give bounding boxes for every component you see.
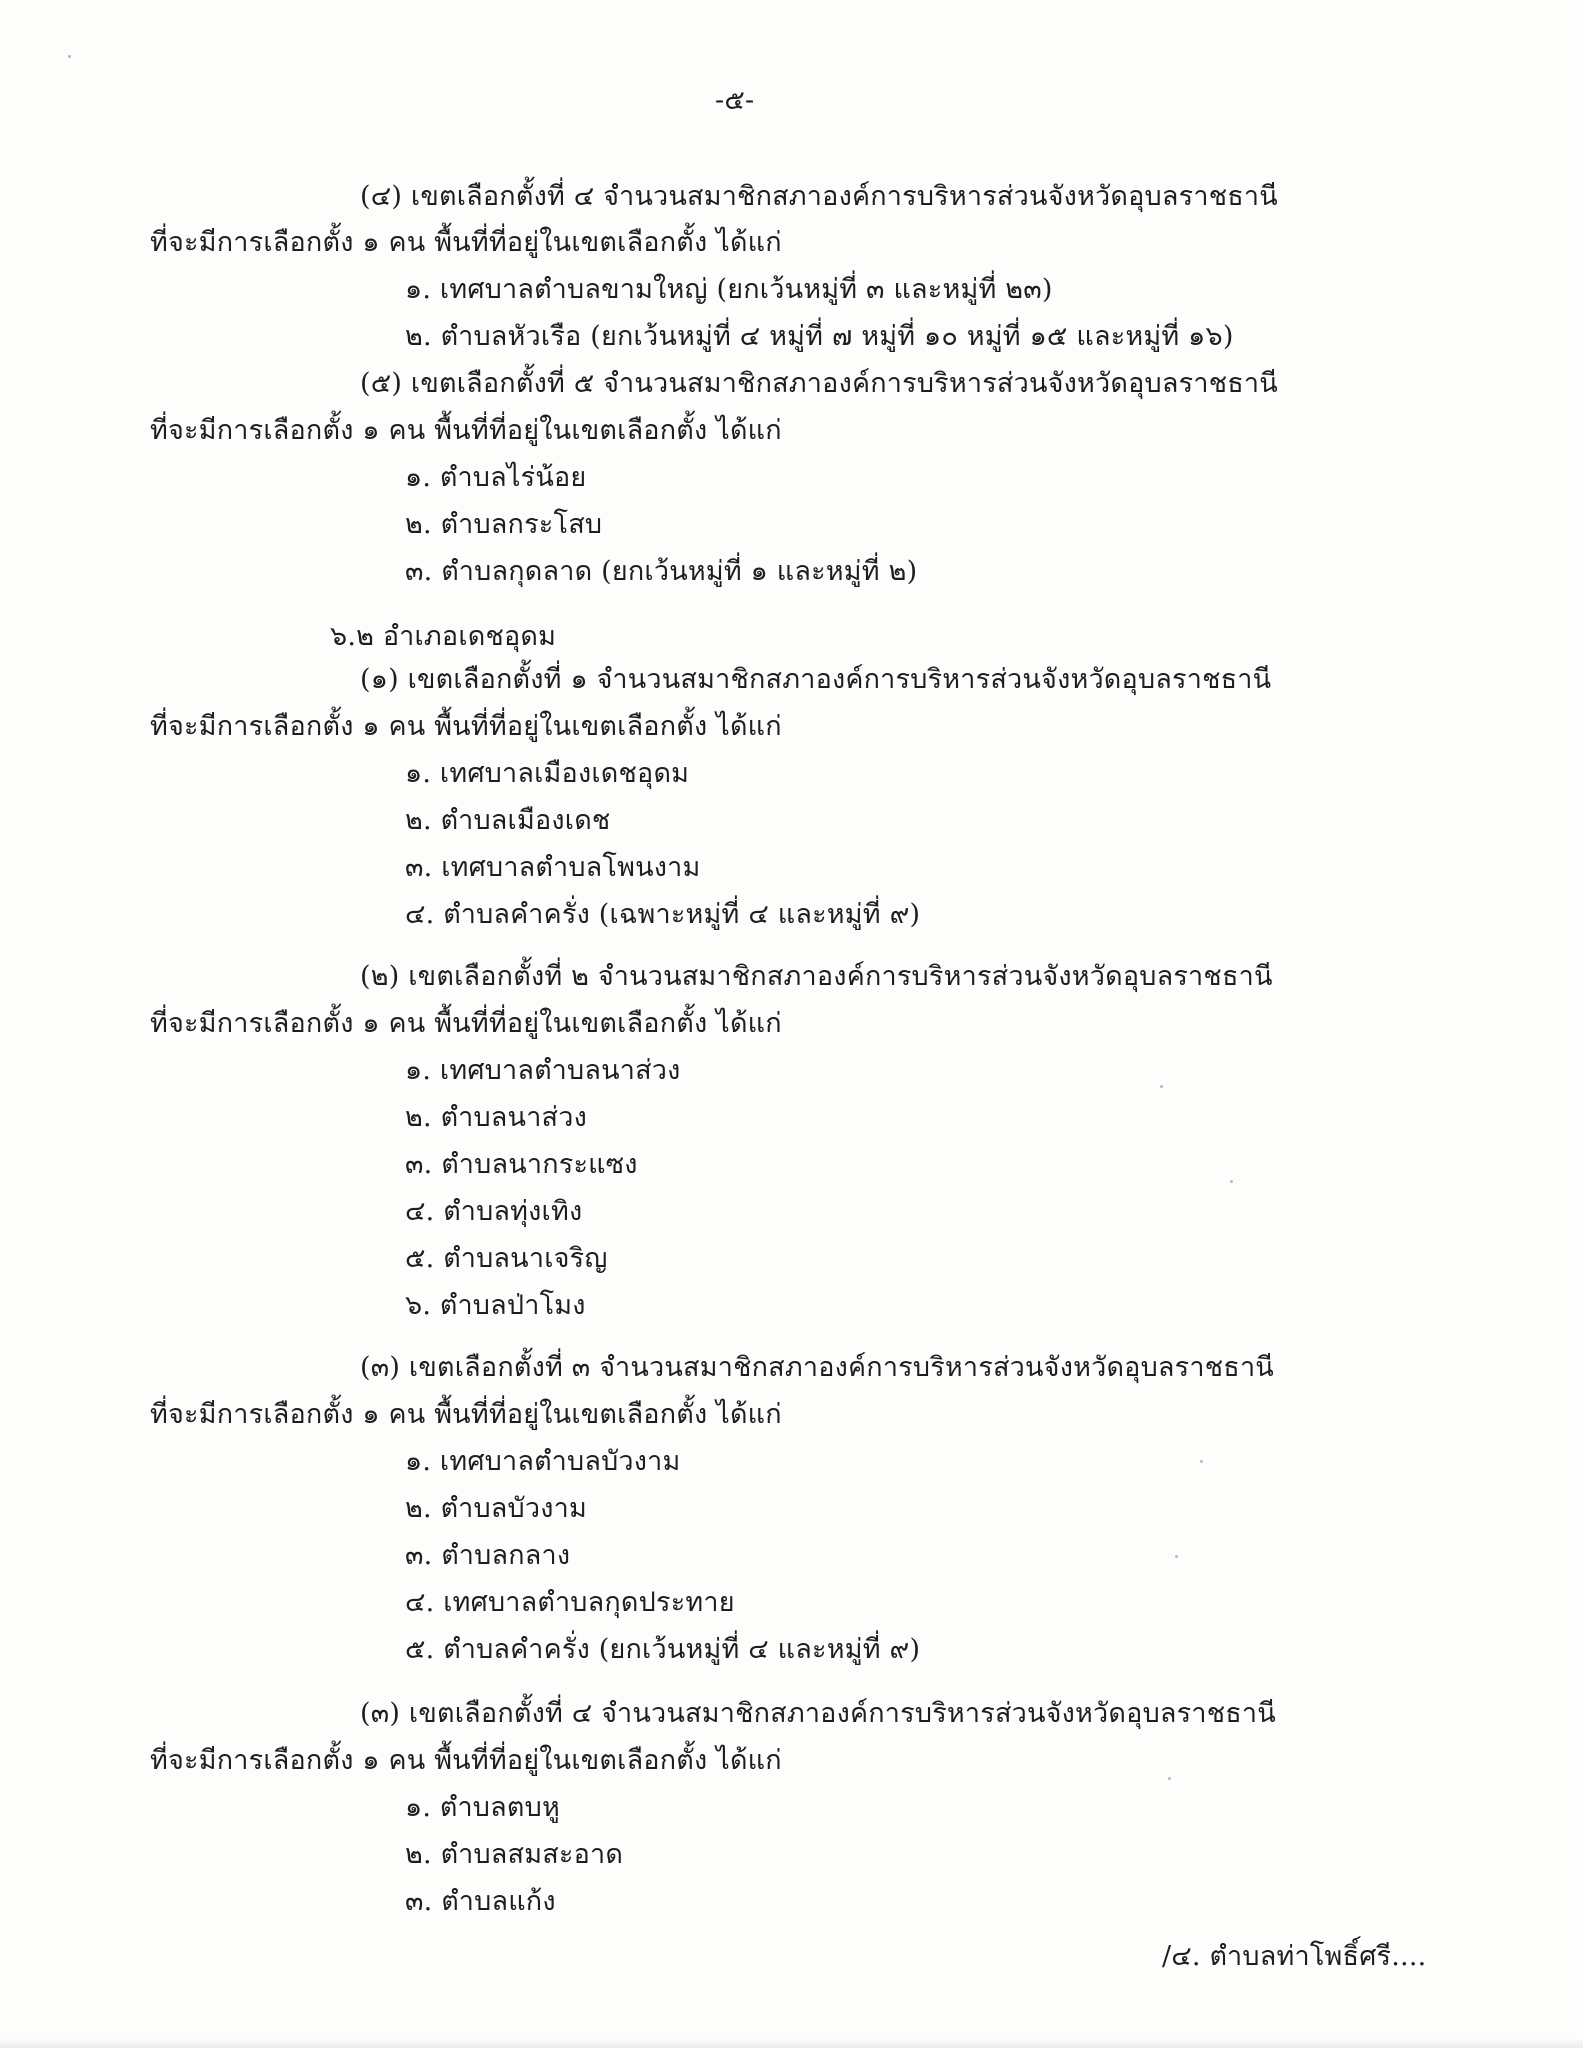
area-item: ๓. ตำบลกุดลาด (ยกเว้นหมู่ที่ ๑ และหมู่ที่ ๒) [405,556,918,587]
district-continuation-line: ที่จะมีการเลือกตั้ง ๑ คน พื้นที่ที่อยู่ในเขตเลือกตั้ง ได้แก่ [150,1745,782,1776]
area-item: ๓. ตำบลกลาง [405,1540,571,1571]
scan-speck [1175,1555,1178,1558]
area-item: ๕. ตำบลนาเจริญ [405,1243,608,1274]
area-item: ๓. ตำบลนากระแซง [405,1149,638,1180]
scan-speck [1200,1460,1203,1463]
scan-speck [1160,1085,1163,1088]
scan-edge [0,2038,1583,2048]
amphoe-heading: ๖.๒ อำเภอเดชอุดม [330,621,557,652]
scan-speck [1168,1777,1171,1780]
area-item: ๒. ตำบลนาส่วง [405,1102,587,1133]
area-item: ๔. เทศบาลตำบลกุดประทาย [405,1587,735,1618]
area-item: ๑. ตำบลไร่น้อย [405,462,587,493]
area-item: ๓. เทศบาลตำบลโพนงาม [405,852,701,883]
area-item: ๒. ตำบลบัวงาม [405,1493,587,1524]
area-item: ๑. เทศบาลตำบลบัวงาม [405,1446,681,1477]
area-item: ๑. เทศบาลตำบลขามใหญ่ (ยกเว้นหมู่ที่ ๓ และหมู่ที่ ๒๓) [405,274,1053,305]
area-item: ๒. ตำบลกระโสบ [405,509,603,540]
area-item: ๔. ตำบลทุ่งเทิง [405,1196,583,1227]
area-item: ๑. เทศบาลเมืองเดชอุดม [405,758,690,789]
district-heading-line: (๑) เขตเลือกตั้งที่ ๑ จำนวนสมาชิกสภาองค์การบริหารส่วนจังหวัดอุบลราชธานี [360,664,1272,695]
scan-speck [68,55,71,58]
district-heading-line: (๓) เขตเลือกตั้งที่ ๔ จำนวนสมาชิกสภาองค์การบริหารส่วนจังหวัดอุบลราชธานี [360,1698,1276,1729]
area-item: ๑. เทศบาลตำบลนาส่วง [405,1055,681,1086]
district-continuation-line: ที่จะมีการเลือกตั้ง ๑ คน พื้นที่ที่อยู่ในเขตเลือกตั้ง ได้แก่ [150,1008,782,1039]
area-item: ๒. ตำบลสมสะอาด [405,1839,624,1870]
area-item: ๒. ตำบลหัวเรือ (ยกเว้นหมู่ที่ ๔ หมู่ที่ ๗ หมู่ที่ ๑๐ หมู่ที่ ๑๕ และหมู่ที่ ๑๖) [405,321,1234,352]
district-continuation-line: ที่จะมีการเลือกตั้ง ๑ คน พื้นที่ที่อยู่ในเขตเลือกตั้ง ได้แก่ [150,415,782,446]
page-number: -๕- [715,85,755,116]
district-continuation-line: ที่จะมีการเลือกตั้ง ๑ คน พื้นที่ที่อยู่ในเขตเลือกตั้ง ได้แก่ [150,1399,782,1430]
continuation-cue: /๔. ตำบลท่าโพธิ์ศรี.... [1162,1941,1427,1972]
area-item: ๓. ตำบลแก้ง [405,1886,556,1917]
area-item: ๖. ตำบลป่าโมง [405,1290,586,1321]
district-heading-line: (๔) เขตเลือกตั้งที่ ๔ จำนวนสมาชิกสภาองค์การบริหารส่วนจังหวัดอุบลราชธานี [360,181,1278,212]
area-item: ๑. ตำบลตบหู [405,1792,560,1823]
district-heading-line: (๒) เขตเลือกตั้งที่ ๒ จำนวนสมาชิกสภาองค์การบริหารส่วนจังหวัดอุบลราชธานี [360,961,1273,992]
district-continuation-line: ที่จะมีการเลือกตั้ง ๑ คน พื้นที่ที่อยู่ในเขตเลือกตั้ง ได้แก่ [150,711,782,742]
district-continuation-line: ที่จะมีการเลือกตั้ง ๑ คน พื้นที่ที่อยู่ในเขตเลือกตั้ง ได้แก่ [150,227,782,258]
scan-speck [1230,1180,1233,1183]
district-heading-line: (๕) เขตเลือกตั้งที่ ๕ จำนวนสมาชิกสภาองค์การบริหารส่วนจังหวัดอุบลราชธานี [360,368,1278,399]
area-item: ๕. ตำบลคำครั่ง (ยกเว้นหมู่ที่ ๔ และหมู่ที่ ๙) [405,1634,921,1665]
area-item: ๒. ตำบลเมืองเดช [405,805,611,836]
area-item: ๔. ตำบลคำครั่ง (เฉพาะหมู่ที่ ๔ และหมู่ที่ ๙) [405,899,921,930]
district-heading-line: (๓) เขตเลือกตั้งที่ ๓ จำนวนสมาชิกสภาองค์การบริหารส่วนจังหวัดอุบลราชธานี [360,1352,1274,1383]
